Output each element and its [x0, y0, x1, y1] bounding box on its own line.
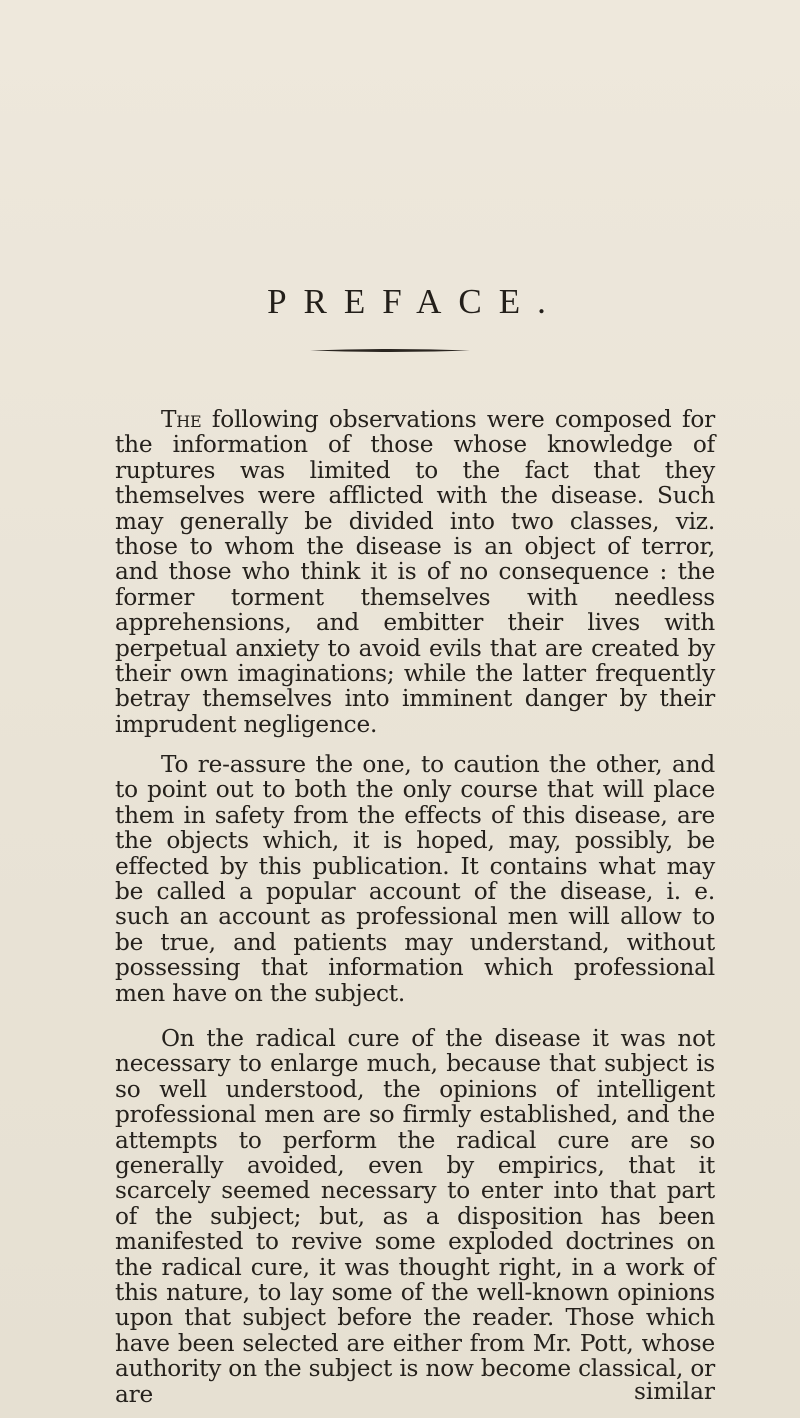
paragraph-3 — [115, 1026, 715, 1407]
paragraph-2-text: To re-assure the one, to caution the other, and to point out to both the only course that will place them in safety from the effects of this disease, are the objects which, it is hoped, may, possibly, be effected by this publication. It contains what may be called a popular account of the disease, i. e. such an account as professional men will allow to be true, and patients may understand, without possessing that information which professional men have on the subject. — [115, 751, 715, 1007]
catchword: similar — [633, 1378, 715, 1405]
page-title: PREFACE. — [267, 282, 563, 321]
paragraph-2 — [115, 752, 715, 1006]
paragraph-1-text: following observations were composed for the information of those whose knowledge of ruptures was limited to the fact that they themselves were afflicted with the disease. Such may generally be divided into two classes, viz. those to whom the disease is an object of terror, and those who think it is of no consequence : the former torment themselves with needless apprehensions, and embitter their lives with perpetual anxiety to avoid evils that are created by their own imaginations; while the latter frequently betray themselves into imminent danger by their imprudent negligence. — [115, 406, 715, 738]
decorative-rule — [310, 348, 470, 353]
paragraph-1 — [115, 407, 715, 737]
paragraph-3-text: On the radical cure of the disease it was not necessary to enlarge much, because that subject is so well understood, the opinions of intelligent professional men are so firmly established, and the attempts to perform the radical cure are so generally avoided, even by empirics, that it scarcely seemed necessary to enter into that part of the subject; but, as a disposition has been manifested to revive some exploded doctrines on the radical cure, it was thought right, in a work of this nature, to lay some of the well-known opinions upon that subject before the reader. Those which have been selected are either from Mr. Pott, whose authority on the subject is now become classical, or are — [115, 1025, 715, 1408]
paragraph-1-lead: The — [161, 406, 202, 433]
